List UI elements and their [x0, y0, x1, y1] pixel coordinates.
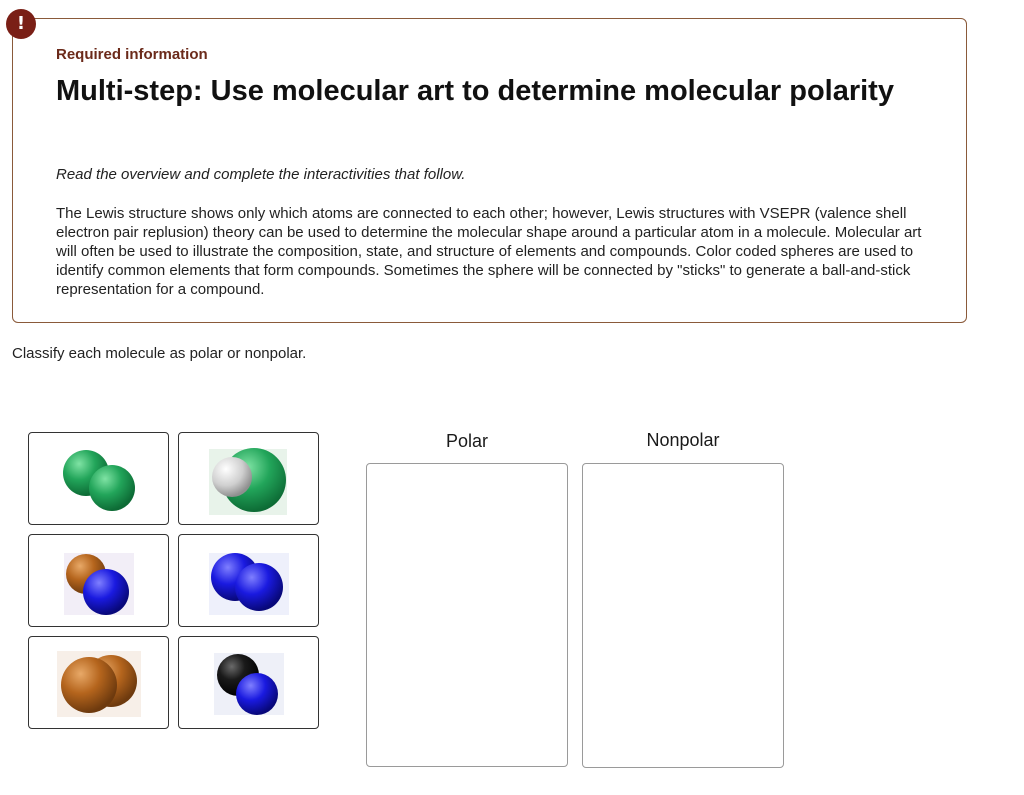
page-title: Multi-step: Use molecular art to determine molecular polarity: [56, 75, 894, 107]
green-diatomic-molecule-icon: [29, 433, 170, 526]
polar-drop-zone[interactable]: [366, 463, 568, 767]
required-info-label: Required information: [56, 46, 208, 63]
question-prompt: Classify each molecule as polar or nonpolar.: [12, 345, 307, 362]
polar-heading: Polar: [445, 431, 489, 451]
molecule-tile-black-blue[interactable]: [178, 636, 319, 729]
molecule-tile-green-green[interactable]: [28, 432, 169, 525]
instructions-text: Read the overview and complete the interactivities that follow.: [56, 166, 466, 183]
bronze-diatomic-molecule-icon: [29, 637, 170, 730]
molecule-tile-bronze-blue[interactable]: [28, 534, 169, 627]
molecule-tile-bronze-bronze[interactable]: [28, 636, 169, 729]
nonpolar-heading: Nonpolar: [646, 430, 720, 450]
black-blue-molecule-icon: [179, 637, 320, 730]
molecule-tile-white-green[interactable]: [178, 432, 319, 525]
required-info-panel: [12, 18, 967, 323]
bronze-blue-molecule-icon: [29, 535, 170, 628]
overview-text: The Lewis structure shows only which atoms are connected to each other; however, Lewis structures with VSEPR (valence shell electron pair replusion) theory can be used to determine the molecular shape around a particular atom in a molecule. Molecular art will often be used to illustrate the composition, state, and structure of elements and compounds. Color coded spheres are used to identify common elements that form compounds. Sometimes the sphere will be connected by "sticks" to generate a ball-and-stick representation for a compound.: [56, 205, 922, 298]
molecule-tile-blue-blue[interactable]: [178, 534, 319, 627]
hydrogen-chloride-molecule-icon: [179, 433, 320, 526]
exclamation-icon: !: [6, 9, 36, 39]
blue-diatomic-molecule-icon: [179, 535, 320, 628]
nonpolar-drop-zone[interactable]: [582, 463, 784, 768]
